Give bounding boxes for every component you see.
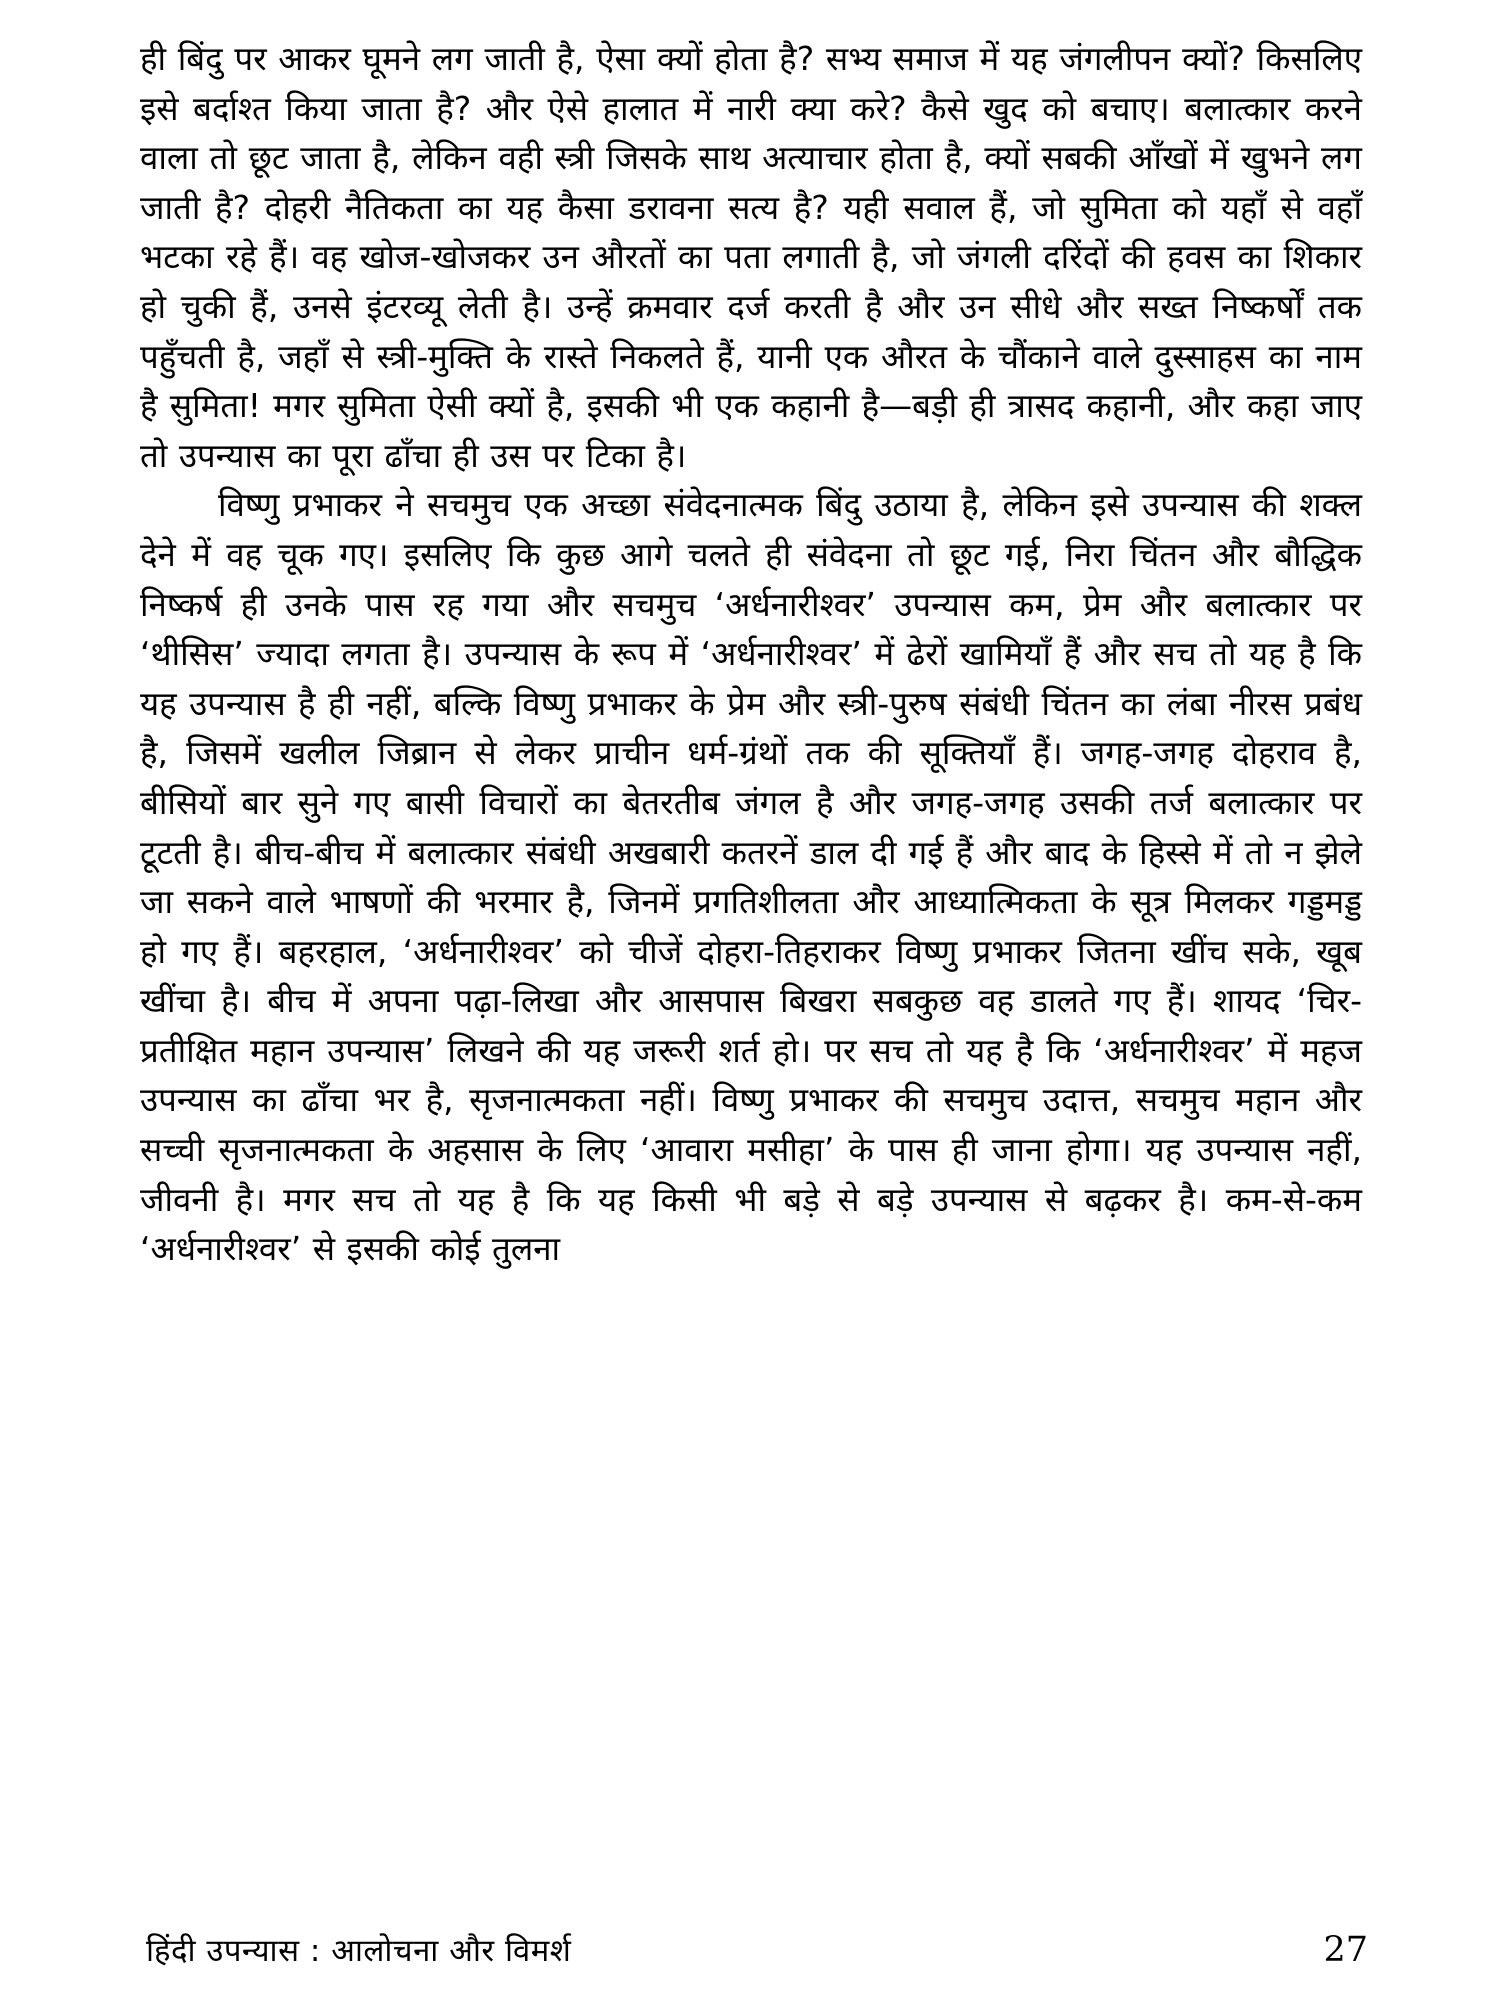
page-number: 27 <box>1323 1930 1368 1970</box>
paragraph-vishnu-prabhakar-critique: विष्णु प्रभाकर ने सचमुच एक अच्छा संवेदनात्मक बिंदु उठाया है, लेकिन इसे उपन्यास की शक्ल देने में वह चूक गए। इसलिए कि कुछ आगे चलते ही संवेदना तो छूट गई, निरा चिंतन और बौद्धिक निष्कर्ष ही उनके पास रह गया और सचमुच ‘अर्धनारीश्वर’ उपन्यास कम, प्रेम और बलात्कार पर ‘थीसिस’ ज्यादा लगता है। उपन्यास के रूप में ‘अर्धनारीश्वर’ में ढेरों खामियाँ हैं और सच तो यह है कि यह उपन्यास है ही नहीं, बल्कि विष्णु प्रभाकर के प्रेम और स्त्री-पुरुष संबंधी चिंतन का लंबा नीरस प्रबंध है, जिसमें खलील जिब्रान से लेकर प्राचीन धर्म-ग्रंथों तक की सूक्तियाँ हैं। जगह-जगह दोहराव है, बीसियों बार सुने गए बासी विचारों का बेतरतीब जंगल है और जगह-जगह उसकी तर्ज बलात्कार पर टूटती है। बीच-बीच में बलात्कार संबंधी अखबारी कतरनें डाल दी गई हैं और बाद के हिस्से में तो न झेले जा सकने वाले भाषणों की भरमार है, जिनमें प्रगतिशीलता और आध्यात्मिकता के सूत्र मिलकर गड्डमड्ड हो गए हैं। बहरहाल, ‘अर्धनारीश्वर’ को चीजें दोहरा-तिहराकर विष्णु प्रभाकर जितना खींच सके, खूब खींचा है। बीच में अपना पढ़ा-लिखा और आसपास बिखरा सबकुछ वह डालते गए हैं। शायद ‘चिर-प्रतीक्षित महान उपन्यास’ लिखने की यह जरूरी शर्त हो। पर सच तो यह है कि ‘अर्धनारीश्वर’ में महज उपन्यास का ढाँचा भर है, सृजनात्मकता नहीं। विष्णु प्रभाकर की सचमुच उदात्त, सचमुच महान और सच्ची सृजनात्मकता के अहसास के लिए ‘आवारा मसीहा’ के पास ही जाना होगा। यह उपन्यास नहीं, जीवनी है। मगर सच तो यह है कि यह किसी भी बड़े से बड़े उपन्यास से बढ़कर है। कम-से-कम ‘अर्धनारीश्वर’ से इसकी कोई तुलना <box>140 485 1362 1269</box>
running-title: हिंदी उपन्यास : आलोचना और विमर्श <box>146 1933 572 1969</box>
paragraph-continuation: ही बिंदु पर आकर घूमने लग जाती है, ऐसा क्यों होता है? सभ्य समाज में यह जंगलीपन क्यों? किसलिए इसे बर्दाश्त किया जाता है? और ऐसे हालात में नारी क्या करे? कैसे खुद को बचाए। बलात्कार करने वाला तो छूट जाता है, लेकिन वही स्त्री जिसके साथ अत्याचार होता है, क्यों सबकी आँखों में खुभने लग जाती है? दोहरी नैतिकता का यह कैसा डरावना सत्य है? यही सवाल हैं, जो सुमिता को यहाँ से वहाँ भटका रहे हैं। वह खोज-खोजकर उन औरतों का पता लगाती है, जो जंगली दरिंदों की हवस का शिकार हो चुकी हैं, उनसे इंटरव्यू लेती है। उन्हें क्रमवार दर्ज करती है और उन सीधे और सख्त निष्कर्षों तक पहुँचती है, जहाँ से स्त्री-मुक्ति के रास्ते निकलते हैं, यानी एक औरत के चौंकाने वाले दुस्साहस का नाम है सुमिता! मगर सुमिता ऐसी क्यों है, इसकी भी एक कहानी है—बड़ी ही त्रासद कहानी, और कहा जाए तो उपन्यास का पूरा ढाँचा ही उस पर टिका है। <box>140 39 1362 475</box>
page-footer <box>146 1926 1368 1974</box>
page-body <box>140 34 1362 1274</box>
